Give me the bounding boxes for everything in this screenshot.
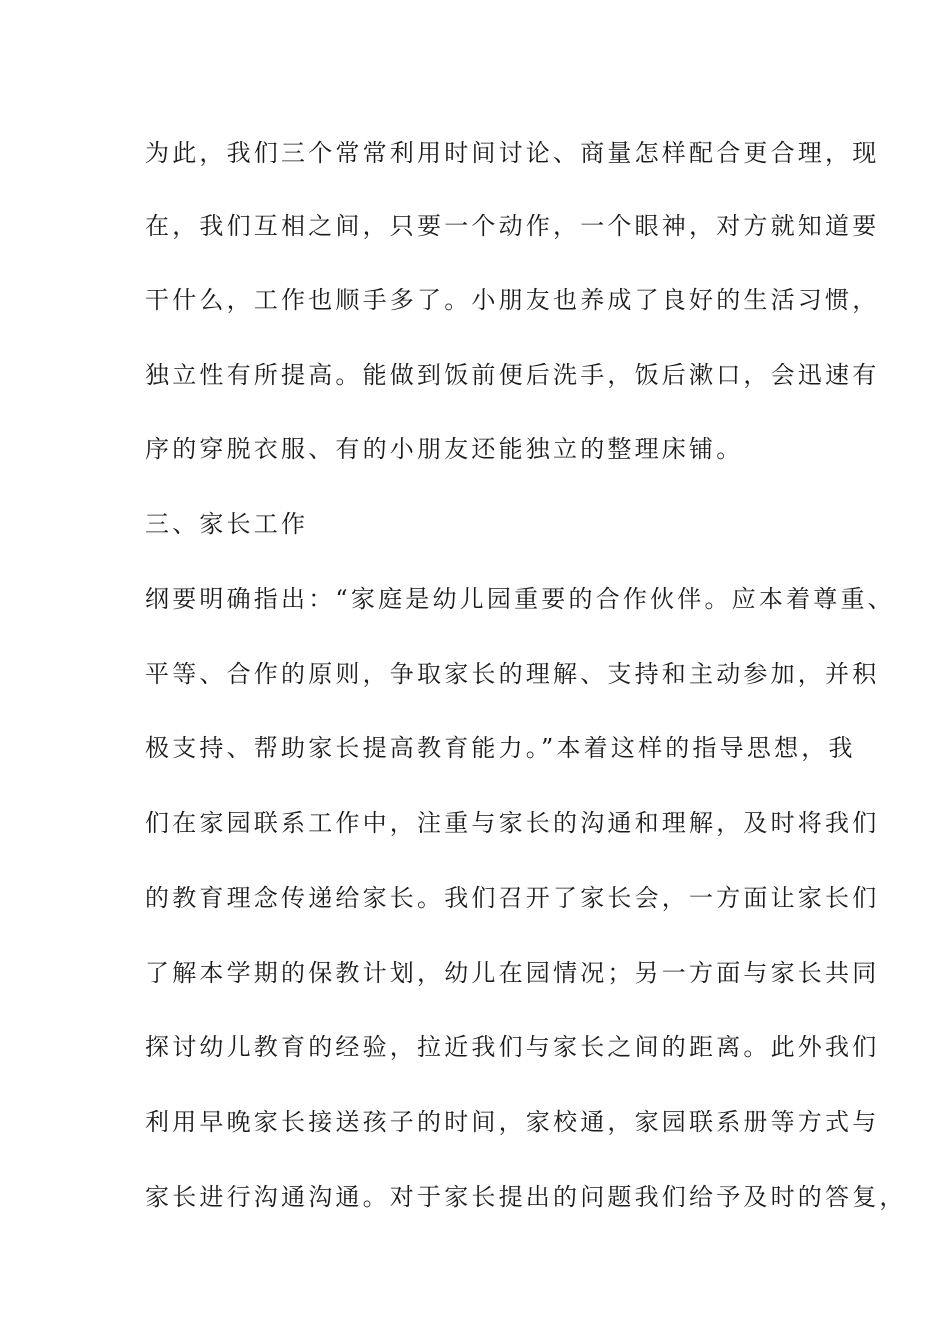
paragraph-line: 平等、合作的原则，争取家长的理解、支持和主动参加，并积 — [145, 660, 880, 688]
paragraph-line: 序的穿脱衣服、有的小朋友还能独立的整理床铺。 — [145, 435, 744, 463]
paragraph-line: 干什么，工作也顺手多了。小朋友也养成了良好的生活习惯， — [145, 286, 880, 314]
paragraph-line: 在，我们互相之间，只要一个动作，一个眼神，对方就知道要 — [145, 212, 880, 240]
paragraph-line: 为此，我们三个常常利用时间讨论、商量怎样配合更合理，现 — [145, 139, 880, 167]
paragraph-line: 家长进行沟通沟通。对于家长提出的问题我们给予及时的答复， — [145, 1183, 907, 1211]
paragraph-line: 纲要明确指出：“家庭是幼儿园重要的合作伙伴。应本着尊重、 — [145, 585, 895, 613]
section-heading: 三、家长工作 — [145, 510, 309, 538]
paragraph-line: 的教育理念传递给家长。我们召开了家长会，一方面让家长们 — [145, 884, 880, 912]
paragraph-line: 了解本学期的保教计划，幼儿在园情况；另一方面与家长共同 — [145, 959, 880, 987]
paragraph-line: 探讨幼儿教育的经验，拉近我们与家长之间的距离。此外我们 — [145, 1033, 880, 1061]
paragraph-line: 们在家园联系工作中，注重与家长的沟通和理解，及时将我们 — [145, 809, 880, 837]
paragraph-line: 利用早晚家长接送孩子的时间，家校通，家园联系册等方式与 — [145, 1108, 880, 1136]
paragraph-line: 极支持、帮助家长提高教育能力。”本着这样的指导思想，我 — [145, 734, 856, 762]
paragraph-line: 独立性有所提高。能做到饭前便后洗手，饭后漱口，会迅速有 — [145, 361, 880, 389]
